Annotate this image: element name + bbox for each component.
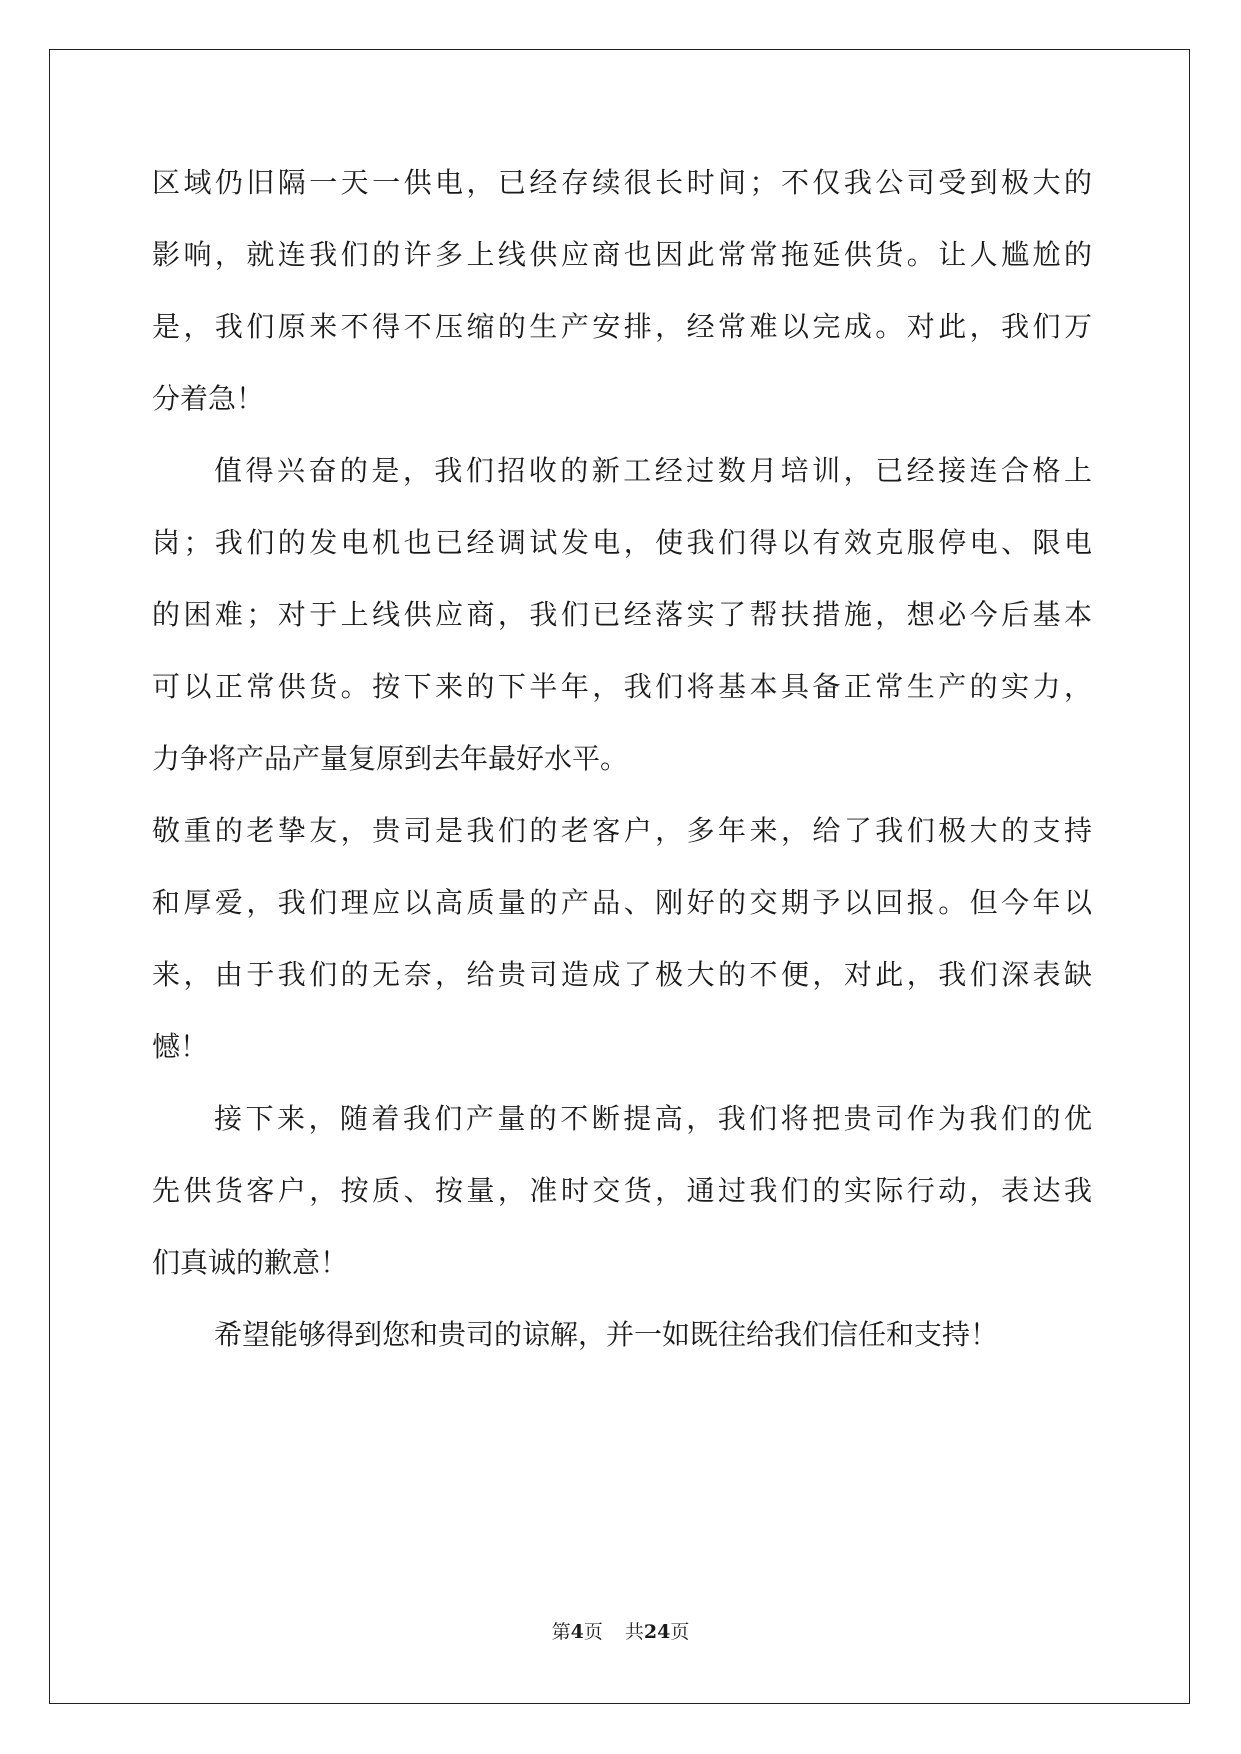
text-line: 憾！ bbox=[152, 1030, 209, 1063]
total-prefix: 共 bbox=[624, 1621, 644, 1643]
text-line: 来，由于我们的无奈，给贵司造成了极大的不便，对此，我们深表缺 bbox=[152, 958, 1092, 991]
text-line: 们真诚的歉意！ bbox=[152, 1246, 349, 1279]
text-line: 分着急！ bbox=[152, 382, 265, 415]
text-line: 可以正常供货。按下来的下半年，我们将基本具备正常生产的实力， bbox=[152, 670, 1092, 703]
page-footer bbox=[0, 1620, 1241, 1644]
page-prefix: 第 bbox=[551, 1621, 571, 1643]
text-line: 是，我们原来不得不压缩的生产安排，经常难以完成。对此，我们万 bbox=[152, 310, 1092, 343]
total-suffix: 页 bbox=[670, 1621, 690, 1643]
total-pages: 24 bbox=[643, 1621, 671, 1643]
page-suffix: 页 bbox=[583, 1621, 603, 1643]
text-line: 的困难；对于上线供应商，我们已经落实了帮扶措施，想必今后基本 bbox=[152, 598, 1092, 631]
page-border bbox=[49, 49, 1190, 1704]
text-line: 力争将产品产量复原到去年最好水平。 bbox=[152, 742, 629, 775]
text-line: 影响，就连我们的许多上线供应商也因此常常拖延供货。让人尴尬的 bbox=[152, 238, 1092, 271]
text-line: 接下来，随着我们产量的不断提高，我们将把贵司作为我们的优 bbox=[214, 1102, 1092, 1135]
page-number: 4 bbox=[570, 1621, 584, 1643]
text-line: 值得兴奋的是，我们招收的新工经过数月培训，已经接连合格上 bbox=[214, 454, 1092, 487]
text-line: 先供货客户，按质、按量，准时交货，通过我们的实际行动，表达我 bbox=[152, 1174, 1092, 1207]
text-line: 岗；我们的发电机也已经调试发电，使我们得以有效克服停电、限电 bbox=[152, 526, 1092, 559]
text-line: 和厚爱，我们理应以高质量的产品、刚好的交期予以回报。但今年以 bbox=[152, 886, 1092, 919]
text-line: 敬重的老挚友，贵司是我们的老客户，多年来，给了我们极大的支持 bbox=[152, 814, 1092, 847]
text-line: 希望能够得到您和贵司的谅解，并一如既往给我们信任和支持！ bbox=[214, 1318, 999, 1351]
text-line: 区域仍旧隔一天一供电，已经存续很长时间；不仅我公司受到极大的 bbox=[152, 166, 1092, 199]
